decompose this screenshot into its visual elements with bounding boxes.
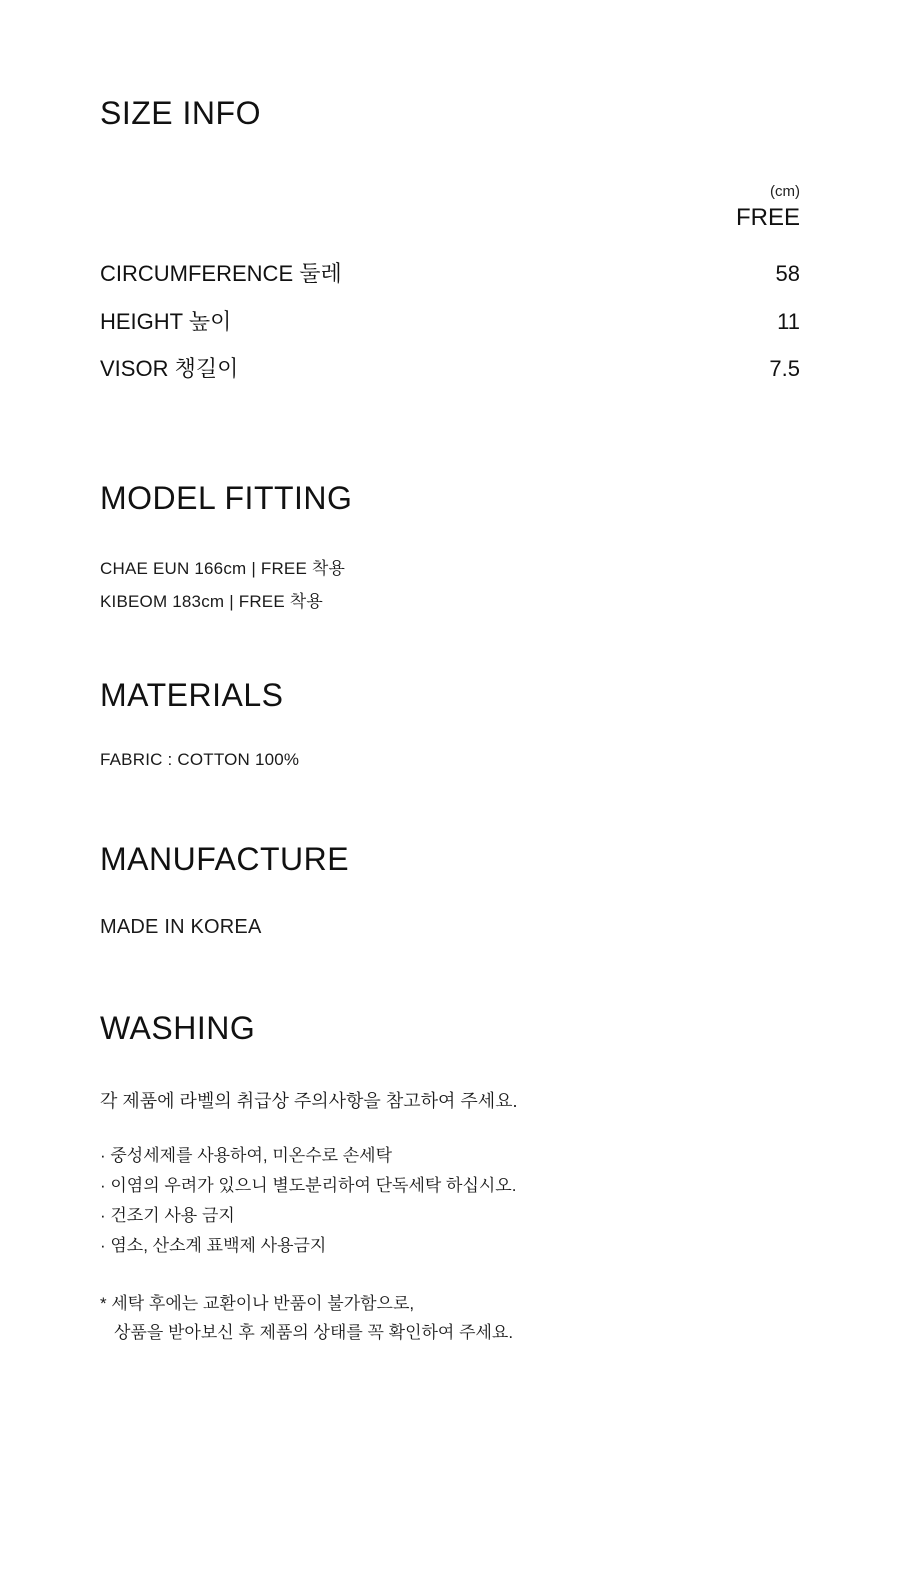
washing-note-line-2: 상품을 받아보신 후 제품의 상태를 꼭 확인하여 주세요.: [114, 1322, 514, 1342]
list-item: CHAE EUN 166cm | FREE 착용: [100, 558, 346, 578]
model-fitting-section: [100, 403, 800, 618]
size-row-label: VISOR 챙길이: [100, 356, 239, 382]
materials-title: MATERIALS: [100, 677, 284, 714]
washing-title: WASHING: [100, 1009, 256, 1046]
manufacture-section: [100, 770, 800, 938]
table-row: [100, 308, 800, 356]
table-row: [100, 355, 800, 403]
list-item: KIBEOM 183cm | FREE 착용: [100, 592, 324, 612]
size-row-value: 7.5: [769, 356, 800, 382]
materials-text: FABRIC : COTTON 100%: [100, 750, 300, 770]
size-row-value: 11: [777, 308, 800, 334]
list-item: · 중성세제를 사용하여, 미온수로 손세탁: [100, 1145, 393, 1165]
materials-section: [100, 618, 800, 770]
manufacture-title: MANUFACTURE: [100, 841, 350, 878]
size-info-table: [100, 183, 800, 403]
list-item: · 염소, 산소계 표백제 사용금지: [100, 1236, 327, 1256]
size-column-header-free: FREE: [735, 204, 800, 232]
size-row-label: CIRCUMFERENCE 둘레: [100, 261, 342, 287]
size-column-header-row: [100, 204, 800, 260]
size-unit-label: (cm): [770, 183, 800, 201]
list-item: · 이염의 우려가 있으니 별도분리하여 단독세탁 하십시오.: [100, 1175, 517, 1195]
washing-note: [100, 1290, 800, 1348]
size-row-value: 58: [775, 261, 800, 287]
model-fitting-lines: [100, 552, 800, 618]
size-unit-row: [100, 183, 800, 204]
washing-intro: 각 제품에 라벨의 취급상 주의사항을 참고하여 주세요.: [100, 1090, 518, 1111]
washing-section: [100, 939, 800, 1348]
size-column-header-spacer: [100, 204, 653, 260]
size-info-section: [100, 0, 800, 403]
size-unit-spacer: [100, 183, 653, 204]
manufacture-text: MADE IN KOREA: [100, 915, 262, 938]
size-row-label: HEIGHT 높이: [100, 308, 232, 334]
washing-note-line-1: * 세탁 후에는 교환이나 반품이 불가함으로,: [100, 1293, 415, 1313]
size-info-title: SIZE INFO: [100, 95, 261, 131]
model-fitting-title: MODEL FITTING: [100, 479, 353, 516]
table-row: [100, 260, 800, 308]
list-item: · 건조기 사용 금지: [100, 1206, 235, 1226]
washing-list: [100, 1141, 800, 1262]
